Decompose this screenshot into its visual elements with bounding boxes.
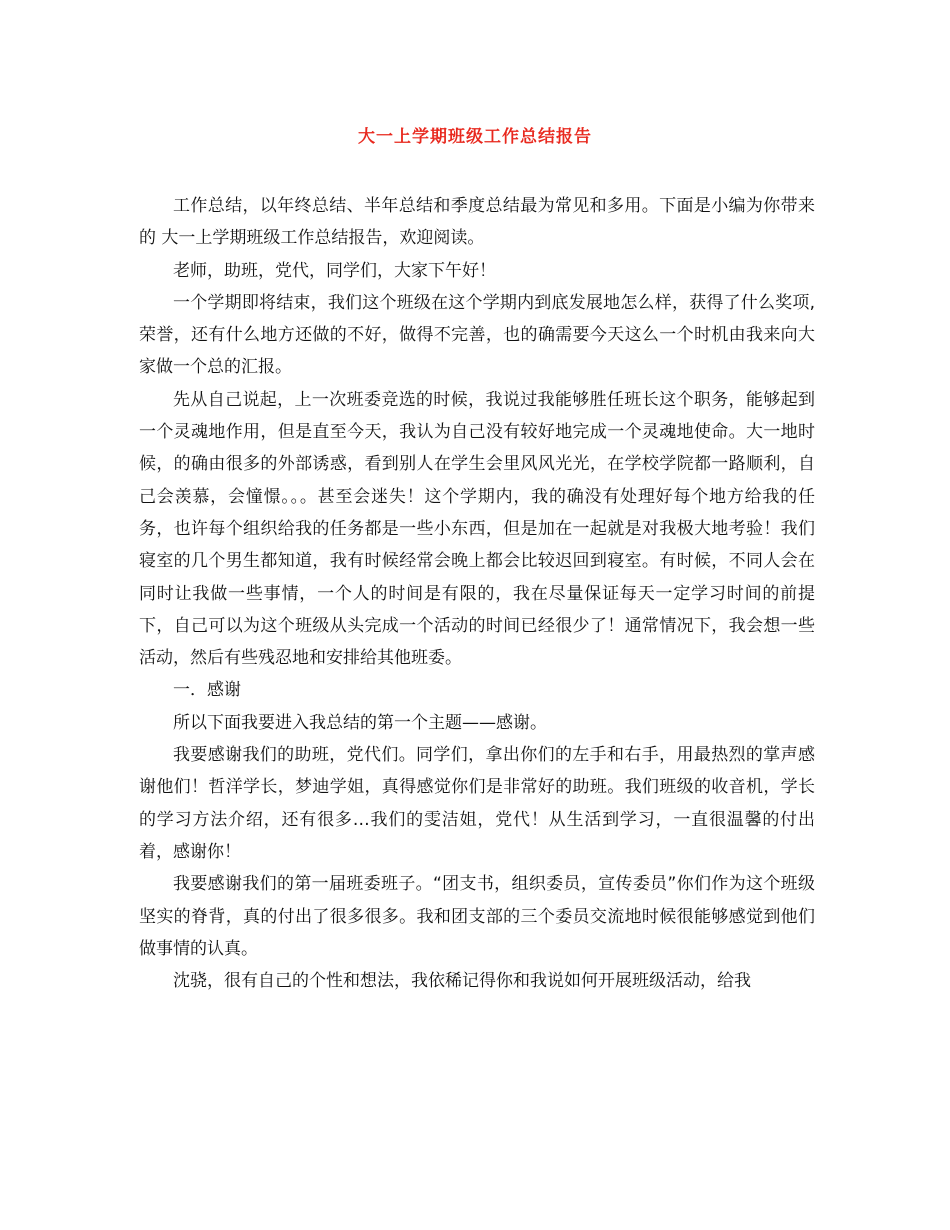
paragraph-intro: 工作总结，以年终总结、半年总结和季度总结最为常见和多用。下面是小编为你带来的 大一上学期班级工作总结报告，欢迎阅读。: [139, 196, 815, 249]
document-title: 大一上学期班级工作总结报告: [358, 127, 592, 147]
paragraph-thanks-committee: 我要感谢我们的第一届班委班子。“团支书，组织委员，宣传委员”你们作为这个班级坚实的脊背，真的付出了很多很多。我和团支部的三个委员交流地时候很能够感觉到他们做事情的认真。: [139, 874, 815, 959]
section-heading-thanks: 一．感谢: [173, 680, 241, 701]
paragraph-thanks-intro: 所以下面我要进入我总结的第一个主题——感谢。: [173, 712, 547, 733]
paragraph-greeting: 老师，助班，党代，同学们，大家下午好！: [173, 260, 496, 281]
paragraph-semester: 一个学期即将结束，我们这个班级在这个学期内到底发展地怎么样，获得了什么奖项,荣誉，还有什么地方还做的不好，做得不完善，也的确需要今天这么一个时机由我来向大家做一个总的汇报。: [139, 292, 815, 378]
paragraph-thanks-assistants: 我要感谢我们的助班，党代们。同学们，拿出你们的左手和右手，用最热烈的掌声感谢他们！哲洋学长，梦迪学姐，真得感觉你们是非常好的助班。我们班级的收音机，学长的学习方法介绍，还有很多…我们的雯洁姐，党代！从生活到学习，一直很温馨的付出着，感谢你！: [139, 745, 815, 862]
document-body: [139, 190, 815, 997]
paragraph-shen-xiao: 沈骁，很有自己的个性和想法，我依稀记得你和我说如何开展班级活动，给我: [173, 971, 751, 992]
paragraph-self-review: 先从自己说起，上一次班委竞选的时候，我说过我能够胜任班长这个职务，能够起到一个灵魂地作用，但是直至今天，我认为自己没有较好地完成一个灵魂地使命。大一地时候，的确由很多的外部诱惑，看到别人在学生会里风风光光，在学校学院都一路顺利，自己会羡慕，会憧憬。。。甚至会迷失！这个学期内，我的确没有处理好每个地方给我的任务，也许每个组织给我的任务都是一些小东西，但是加在一起就是对我极大地考验！我们寝室的几个男生都知道，我有时候经常会晚上都会比较迟回到寝室。有时候，不同人会在同时让我做一些事情，一个人的时间是有限的，我在尽量保证每天一定学习时间的前提下，自己可以为这个班级从头完成一个活动的时间已经很少了！通常情况下，我会想一些活动，然后有些残忍地和安排给其他班委。: [139, 389, 815, 669]
